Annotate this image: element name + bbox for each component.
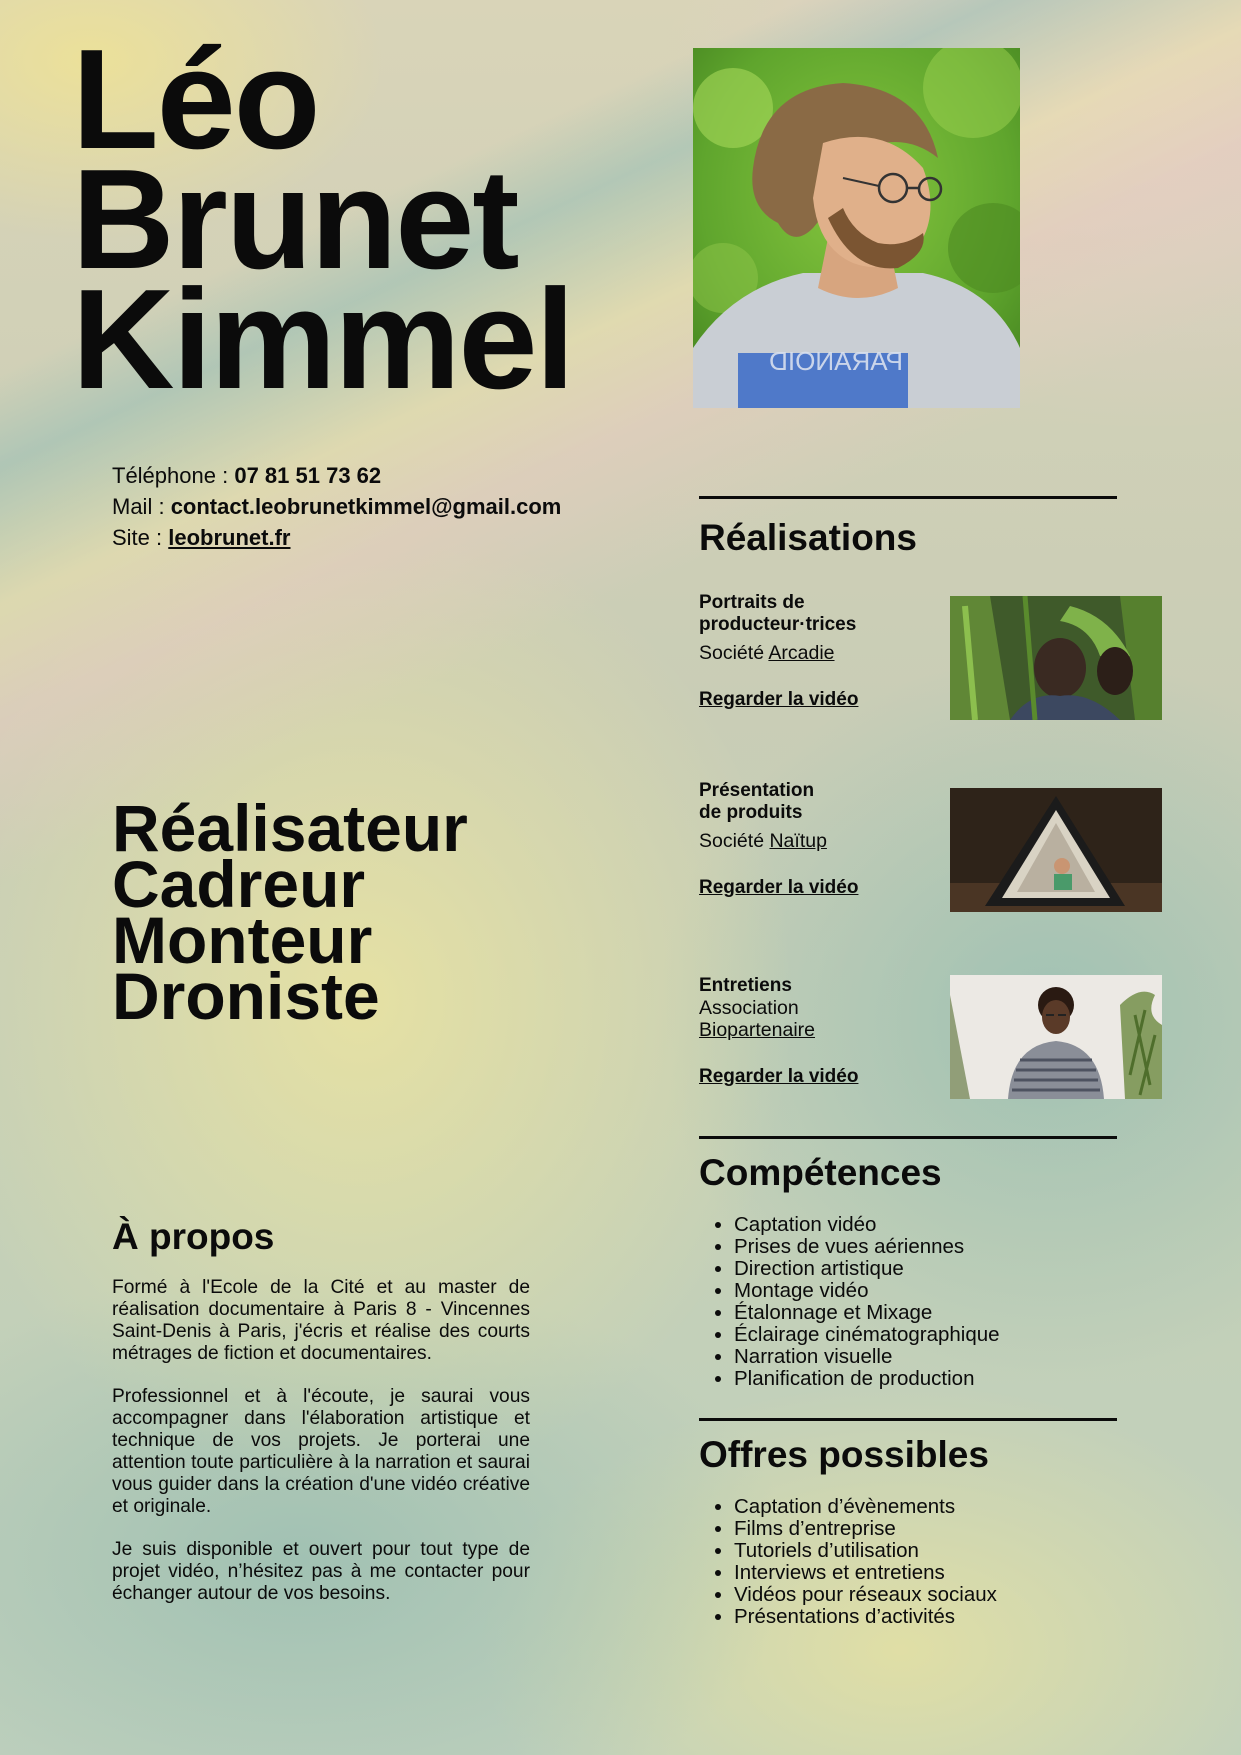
site-link[interactable]: leobrunet.fr: [168, 525, 291, 550]
role-item: Droniste: [112, 959, 380, 1033]
competences-list: [699, 1214, 1000, 1390]
competence-item: • Montage vidéo: [734, 1280, 1000, 1302]
project-title-line: producteur·trices: [699, 614, 857, 635]
offre-item: • Vidéos pour réseaux sociaux: [734, 1584, 997, 1606]
site-label: Site :: [112, 525, 163, 550]
project-item: [699, 780, 929, 899]
competences-title: Compétences: [699, 1152, 942, 1193]
candidate-name: [72, 20, 573, 419]
project-client: [699, 642, 929, 664]
about-text: [112, 1277, 530, 1626]
project-thumbnail[interactable]: [950, 788, 1162, 912]
competence-item: • Prises de vues aériennes: [734, 1236, 1000, 1258]
section-divider: [699, 1418, 1117, 1421]
realisations-title: Réalisations: [699, 517, 917, 558]
competences-list-wrapper: [699, 1214, 1000, 1390]
mail-label: Mail :: [112, 494, 165, 519]
role-item: Cadreur: [112, 847, 366, 921]
phone-label: Téléphone :: [112, 463, 229, 488]
offre-item: • Captation d’évènements: [734, 1496, 997, 1518]
role-item: Monteur: [112, 903, 373, 977]
client-prefix: Société: [699, 830, 765, 852]
offre-item: • Présentations d’activités: [734, 1606, 997, 1628]
roles-list: [112, 791, 468, 1033]
competence-item: • Narration visuelle: [734, 1346, 1000, 1368]
mail-value[interactable]: contact.leobrunetkimmel@gmail.com: [170, 494, 562, 519]
offre-item: • Interviews et entretiens: [734, 1562, 997, 1584]
section-divider: [699, 496, 1117, 499]
client-prefix: Association: [699, 997, 799, 1019]
project-item: [699, 592, 929, 711]
name-line-last1: Brunet: [72, 140, 518, 299]
watch-video-link[interactable]: Regarder la vidéo: [699, 877, 859, 898]
project-title-line: Portraits de: [699, 592, 805, 613]
phone-row: [112, 460, 561, 491]
client-link[interactable]: Biopartenaire: [699, 1019, 815, 1041]
svg-text:PARANOID: PARANOID: [769, 346, 903, 376]
watch-video-link[interactable]: Regarder la vidéo: [699, 1066, 859, 1087]
name-line-last2: Kimmel: [72, 260, 573, 419]
project-title-line: de produits: [699, 802, 803, 823]
about-title: À propos: [112, 1216, 275, 1257]
client-prefix: Société: [699, 642, 765, 664]
offre-item: • Tutoriels d’utilisation: [734, 1540, 997, 1562]
project-client: [699, 997, 929, 1041]
about-paragraph: Formé à l'Ecole de la Cité et au master de réalisation documentaire à Paris 8 - Vincennes Saint-Denis à Paris, j'écris et réalise des courts métrages de fiction et documentaires.: [112, 1277, 530, 1364]
competence-item: • Captation vidéo: [734, 1214, 1000, 1236]
offres-list-wrapper: [699, 1496, 997, 1628]
project-title: [699, 780, 929, 824]
offres-title: Offres possibles: [699, 1434, 989, 1475]
competence-item: • Étalonnage et Mixage: [734, 1302, 1000, 1324]
contact-block: [112, 460, 561, 553]
project-item: [699, 975, 929, 1088]
role-item: Réalisateur: [112, 791, 468, 865]
about-paragraph: Je suis disponible et ouvert pour tout type de projet vidéo, n’hésitez pas à me contacter pour échanger autour de vos besoins.: [112, 1539, 530, 1604]
project-title: Entretiens: [699, 975, 792, 996]
name-line-first: Léo: [72, 20, 319, 179]
phone-value[interactable]: 07 81 51 73 62: [234, 463, 382, 488]
competence-item: • Éclairage cinématographique: [734, 1324, 1000, 1346]
offres-list: [699, 1496, 997, 1628]
section-divider: [699, 1136, 1117, 1139]
site-row: [112, 522, 561, 553]
portrait-photo: [693, 48, 1020, 408]
project-client: [699, 830, 929, 852]
project-thumbnail[interactable]: [950, 596, 1162, 720]
mail-row: [112, 491, 561, 522]
offre-item: • Films d’entreprise: [734, 1518, 997, 1540]
client-link[interactable]: Naïtup: [769, 830, 827, 852]
competence-item: • Planification de production: [734, 1368, 1000, 1390]
project-title-line: Présentation: [699, 780, 815, 801]
project-thumbnail[interactable]: [950, 975, 1162, 1099]
client-link[interactable]: Arcadie: [768, 642, 835, 664]
about-paragraph: Professionnel et à l'écoute, je saurai vous accompagner dans l'élaboration artistique et technique de vos projets. Je porterai une attention toute particulière à la narration et saurai vous guider dans la création d'une vidéo créative et originale.: [112, 1386, 530, 1517]
project-title: [699, 592, 929, 636]
watch-video-link[interactable]: Regarder la vidéo: [699, 689, 859, 710]
competence-item: • Direction artistique: [734, 1258, 1000, 1280]
